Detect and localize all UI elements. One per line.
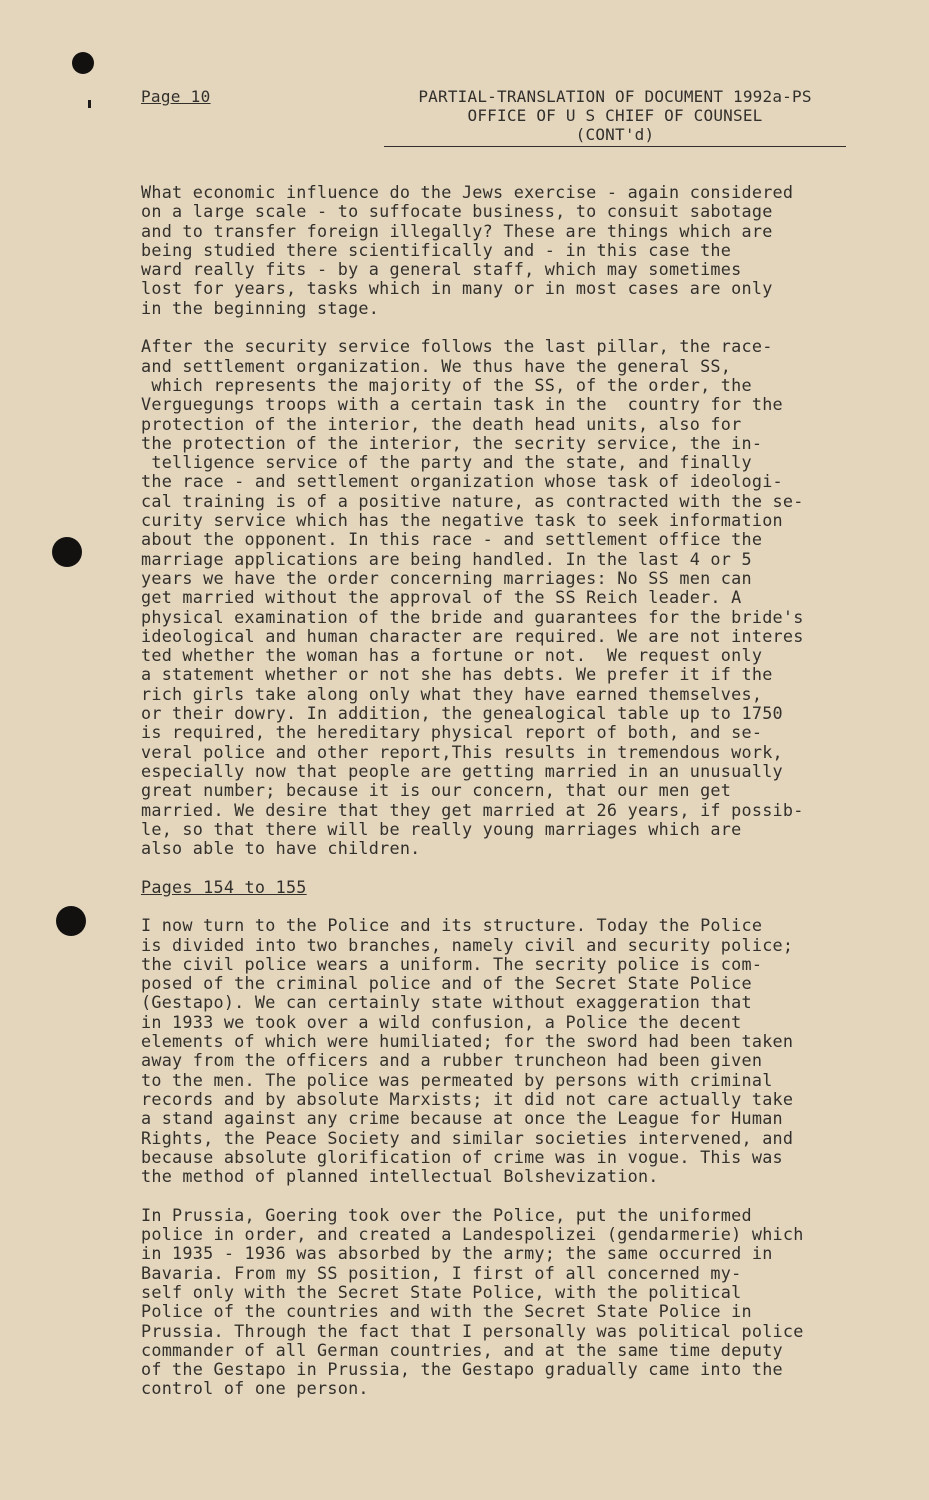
text-line: years we have the order concerning marriages: No SS men can	[141, 567, 752, 588]
paragraph	[141, 337, 881, 858]
text-line: elements of which were humiliated; for the sword had been taken	[141, 1031, 794, 1052]
speck-mark	[88, 100, 91, 108]
paragraph	[141, 916, 881, 1186]
text-line: What economic influence do the Jews exercise - again considered	[141, 182, 794, 202]
text-line: Rights, the Peace Society and similar societies intervened, and	[141, 1127, 794, 1148]
text-line: marriage applications are being handled. In the last 4 or 5	[141, 548, 752, 569]
text-line: a statement whether or not she has debts. We prefer it if the	[141, 664, 773, 685]
text-line: married. We desire that they get married at 26 years, if possib-	[141, 799, 804, 820]
text-line: rich girls take along only what they have earned themselves,	[141, 683, 763, 704]
text-line: le, so that there will be really young marriages which are	[141, 818, 742, 839]
punch-hole-middle	[52, 537, 82, 567]
text-line: is divided into two branches, namely civil and security police;	[141, 934, 794, 955]
text-line: the race - and settlement organization whose task of ideologi-	[141, 471, 783, 492]
text-line: also able to have children.	[141, 838, 421, 859]
text-line: get married without the approval of the SS Reich leader. A	[141, 587, 742, 608]
text-line: is required, the hereditary physical report of both, and se-	[141, 722, 763, 743]
text-line: police in order, and created a Landespolizei (gendarmerie) which	[141, 1224, 804, 1245]
text-line: telligence service of the party and the state, and finally	[141, 452, 752, 473]
section-heading-text: Pages 154 to 155	[141, 876, 307, 897]
text-line: ideological and human character are required. We are not interes	[141, 625, 804, 646]
section-heading	[141, 878, 881, 917]
paragraph	[141, 183, 881, 318]
text-line: in 1933 we took over a wild confusion, a Police the decent	[141, 1011, 742, 1032]
text-line: Verguegungs troops with a certain task in the country for the	[141, 394, 783, 415]
text-line: on a large scale - to suffocate business, to consuit sabotage	[141, 201, 773, 222]
punch-hole-top	[72, 52, 94, 74]
text-line: protection of the interior, the death head units, also for	[141, 413, 742, 434]
text-line: commander of all German countries, and at the same time deputy	[141, 1339, 783, 1360]
text-line: in the beginning stage.	[141, 297, 380, 318]
text-line: posed of the criminal police and of the Secret State Police	[141, 973, 752, 994]
text-line: away from the officers and a rubber truncheon had been given	[141, 1050, 763, 1071]
text-line: great number; because it is our concern, that our men get	[141, 780, 732, 801]
text-line: In Prussia, Goering took over the Police, put the uniformed	[141, 1204, 752, 1225]
body-text	[141, 183, 881, 1418]
text-line: about the opponent. In this race - and settlement office the	[141, 529, 763, 550]
text-line: Prussia. Through the fact that I personally was political police	[141, 1320, 804, 1341]
punch-hole-lower	[56, 906, 86, 936]
text-line: and to transfer foreign illegally? These are things which are	[141, 220, 773, 241]
text-line: I now turn to the Police and its structure. Today the Police	[141, 915, 763, 936]
text-line: (Gestapo). We can certainly state without exaggeration that	[141, 992, 752, 1013]
text-line: especially now that people are getting married in an unusually	[141, 760, 783, 781]
text-line: being studied there scientifically and - in this case the	[141, 239, 732, 260]
text-line: the civil police wears a uniform. The secrity police is com-	[141, 953, 763, 974]
text-line: lost for years, tasks which in many or in most cases are only	[141, 278, 773, 299]
text-line: the method of planned intellectual Bolshevization.	[141, 1166, 659, 1187]
text-line: veral police and other report,This results in tremendous work,	[141, 741, 783, 762]
text-line: ted whether the woman has a fortune or not. We request only	[141, 645, 763, 666]
header-rule	[384, 146, 846, 147]
text-line: the protection of the interior, the secrity service, the in-	[141, 432, 763, 453]
text-line: which represents the majority of the SS, of the order, the	[141, 374, 752, 395]
text-line: ward really fits - by a general staff, which may sometimes	[141, 259, 742, 280]
document-header	[380, 87, 850, 147]
text-line: records and by absolute Marxists; it did not care actually take	[141, 1088, 794, 1109]
header-title-line: PARTIAL-TRANSLATION OF DOCUMENT 1992a-PS	[418, 87, 812, 106]
page-label: Page 10	[141, 87, 211, 106]
header-title-line: OFFICE OF U S CHIEF OF COUNSEL	[467, 106, 763, 125]
text-line: of the Gestapo in Prussia, the Gestapo gradually came into the	[141, 1359, 783, 1380]
text-line: Bavaria. From my SS position, I first of all concerned my-	[141, 1262, 742, 1283]
paragraph	[141, 1206, 881, 1399]
text-line: and settlement organization. We thus have the general SS,	[141, 355, 732, 376]
text-line: to the men. The police was permeated by persons with criminal	[141, 1069, 773, 1090]
text-line: control of one person.	[141, 1378, 369, 1399]
text-line: because absolute glorification of crime was in vogue. This was	[141, 1146, 783, 1167]
header-title-line: (CONT'd)	[575, 125, 655, 144]
text-line: a stand against any crime because at once the League for Human	[141, 1108, 783, 1129]
text-line: or their dowry. In addition, the genealogical table up to 1750	[141, 703, 783, 724]
text-line: physical examination of the bride and guarantees for the bride's	[141, 606, 804, 627]
text-line: in 1935 - 1936 was absorbed by the army; the same occurred in	[141, 1243, 773, 1264]
text-line: cal training is of a positive nature, as contracted with the se-	[141, 490, 804, 511]
text-line: curity service which has the negative task to seek information	[141, 510, 783, 531]
text-line: self only with the Secret State Police, with the political	[141, 1281, 742, 1302]
text-line: After the security service follows the last pillar, the race-	[141, 336, 773, 357]
text-line: Police of the countries and with the Secret State Police in	[141, 1301, 752, 1322]
